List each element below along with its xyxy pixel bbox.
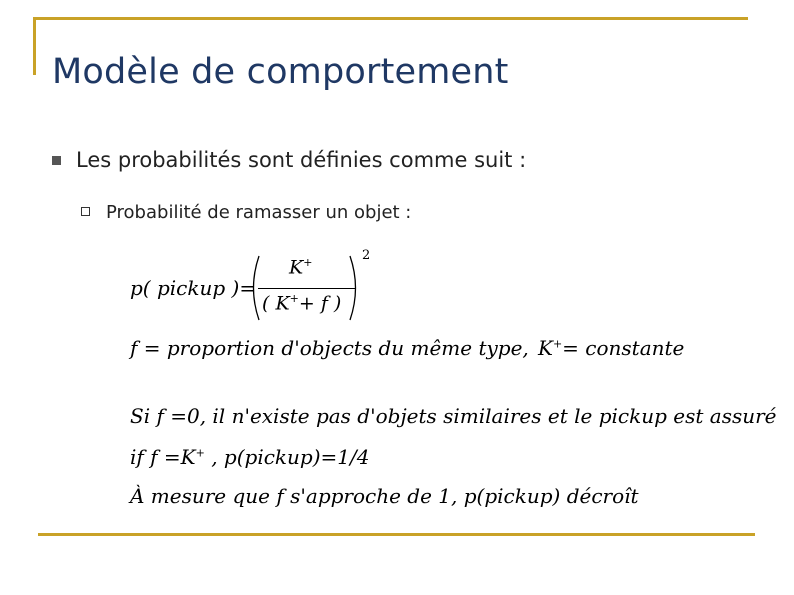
formula-exponent: 2 <box>362 248 371 263</box>
fraction-bar <box>258 288 356 289</box>
note-line-3: À mesure que f s'approche de 1, p(pickup) décroît <box>130 484 639 508</box>
note-line-1: Si f =0, il n'existe pas d'objets similaires et le pickup est assuré <box>130 404 777 428</box>
pickup-probability-formula <box>130 248 380 324</box>
note-line-2: if f =K+ , p(pickup)=1/4 <box>130 445 370 469</box>
formula-denominator: ( K++ f ) <box>262 292 342 315</box>
frame-left-rule <box>33 17 36 75</box>
formula-lhs: p( pickup )= <box>130 276 257 300</box>
slide-title: Modèle de comportement <box>52 52 509 92</box>
formula-numerator: K+ <box>289 256 313 279</box>
bullet-text-1: Les probabilités sont définies comme suit : <box>76 148 527 172</box>
hollow-square-bullet-icon <box>81 207 90 216</box>
square-bullet-icon <box>52 156 61 165</box>
frame-top-rule <box>33 17 748 20</box>
f-definition: f = proportion d'objects du même type, <box>130 336 529 360</box>
k-definition: K+= constante <box>538 336 685 360</box>
frame-bottom-rule <box>38 533 755 536</box>
bullet-text-2: Probabilité de ramasser un objet : <box>106 202 412 223</box>
